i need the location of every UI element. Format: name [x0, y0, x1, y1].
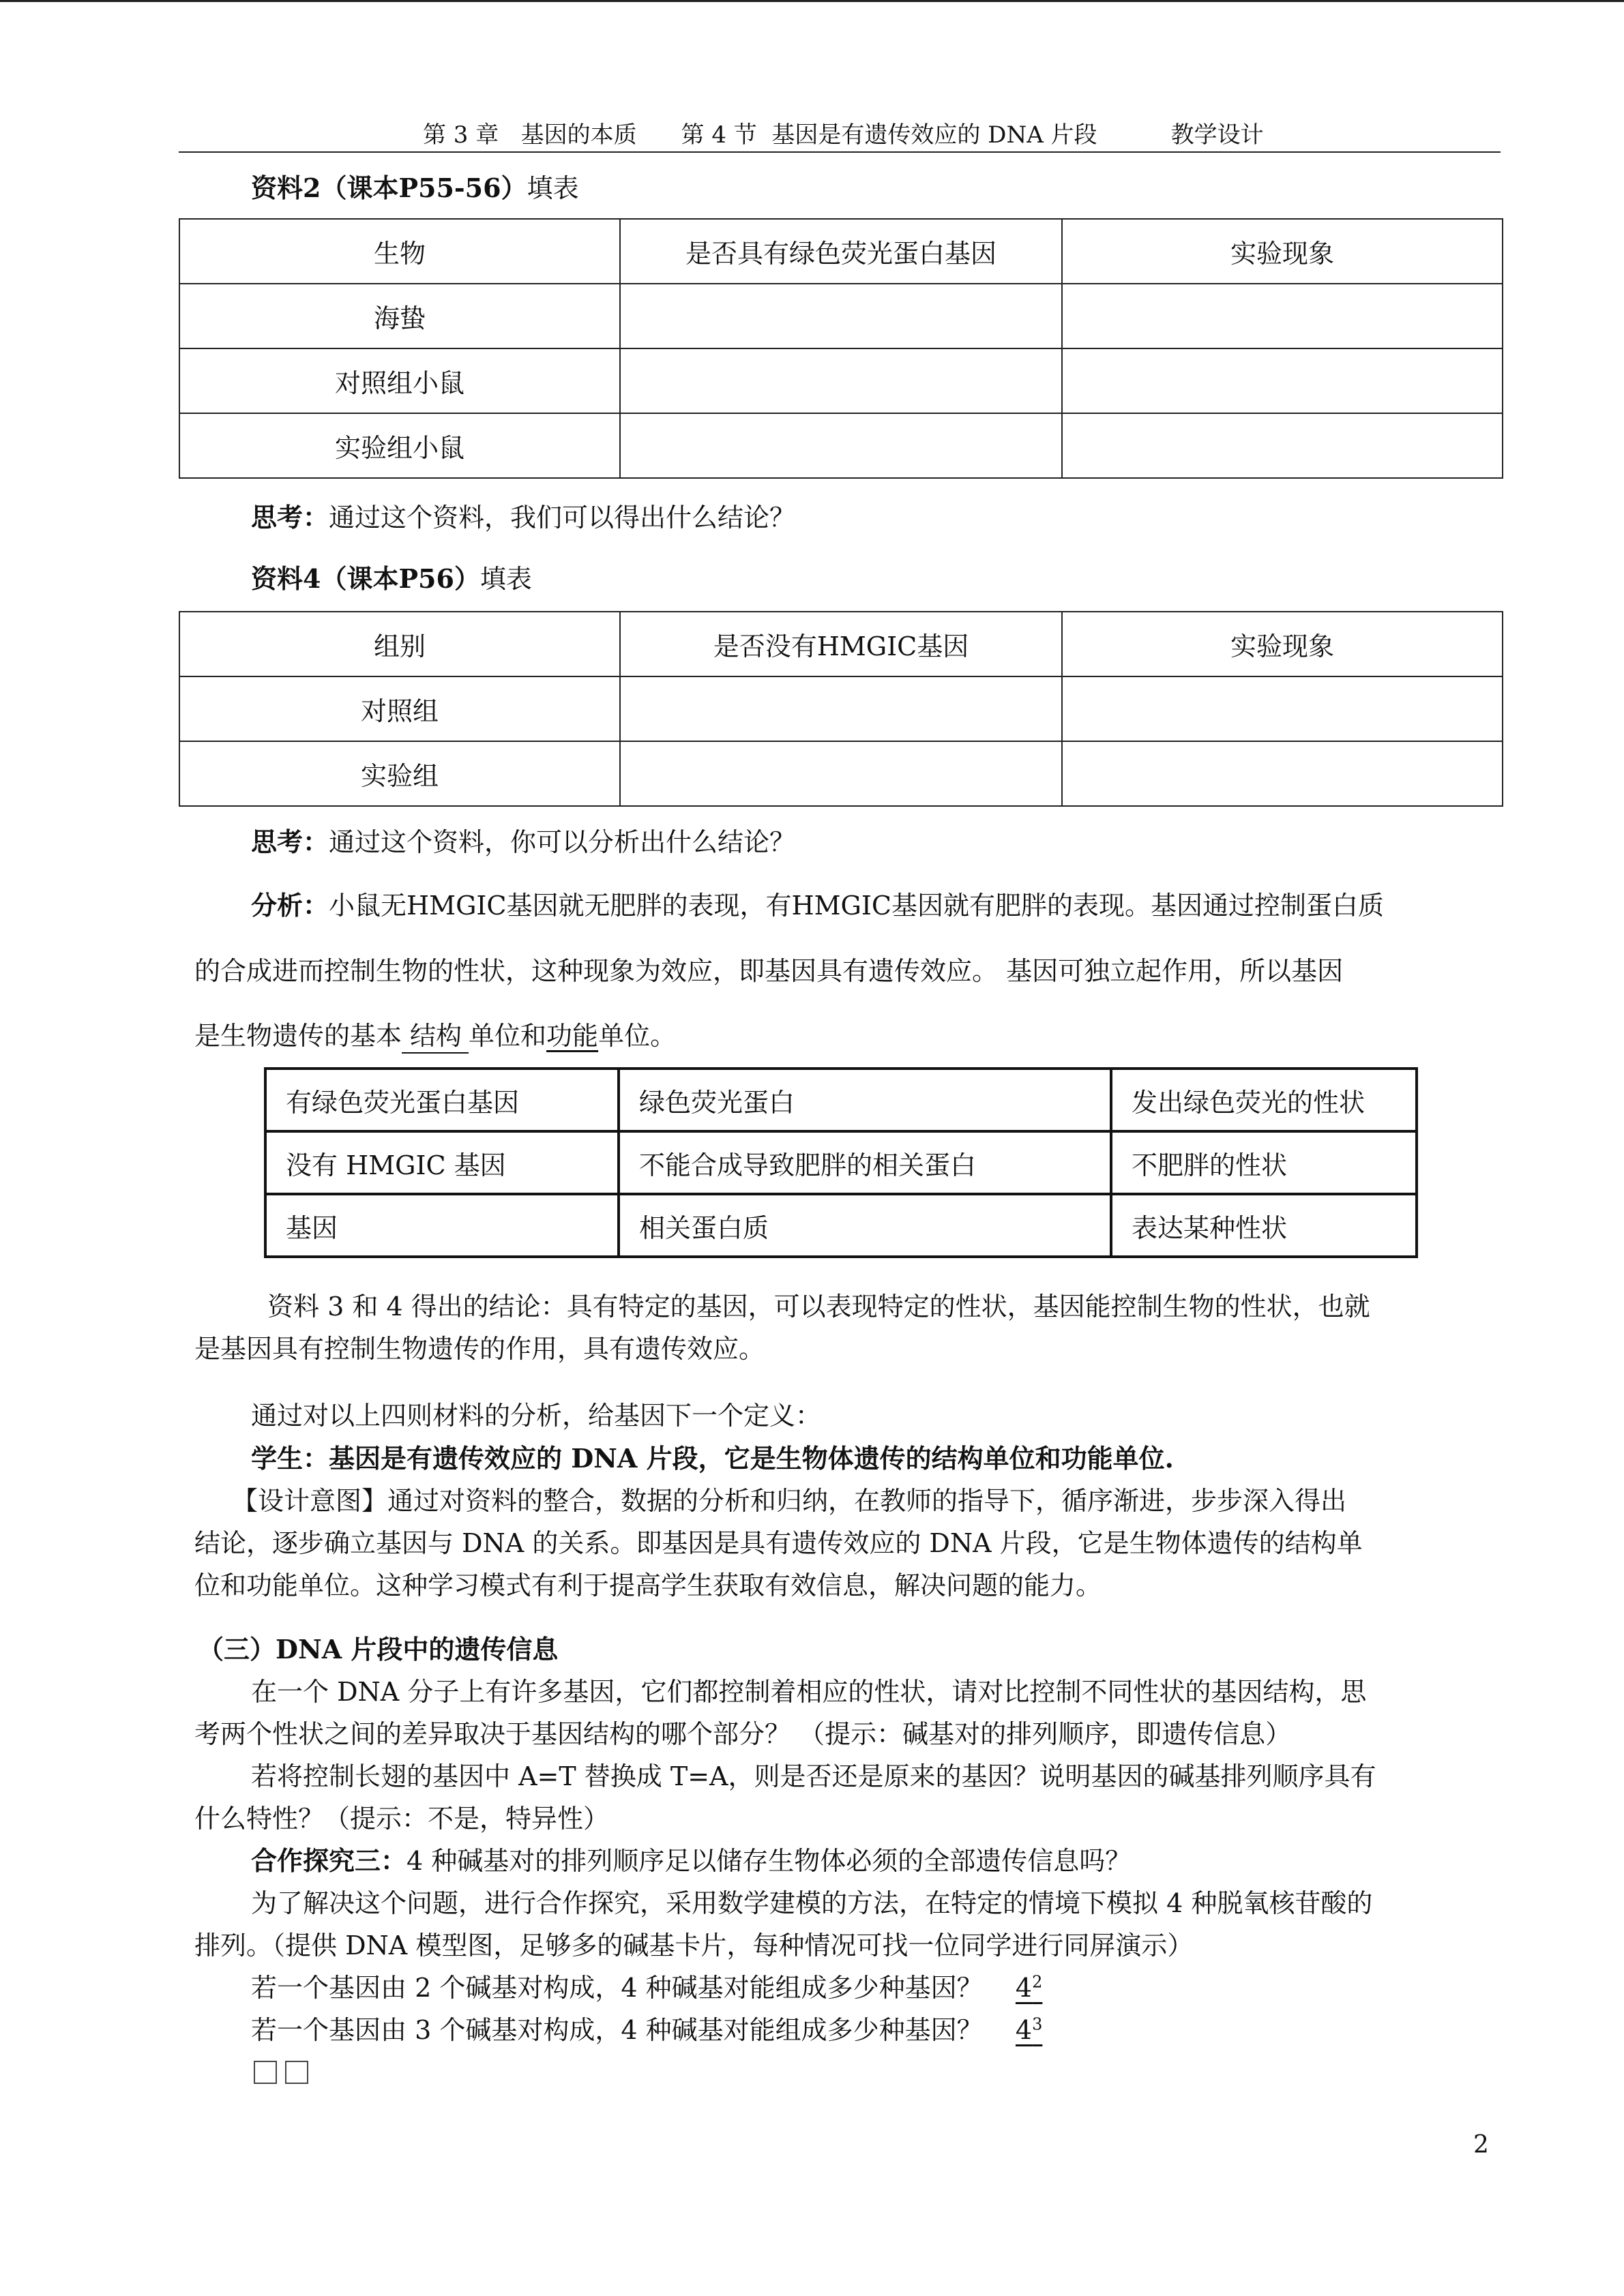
think-text: 通过这个资料，你可以分析出什么结论？: [329, 827, 796, 857]
table-row: [179, 676, 1503, 741]
table-header-cell: 组别: [179, 612, 620, 676]
blank-function: 功能: [546, 1021, 599, 1051]
table-cell-blank[interactable]: [1062, 348, 1503, 413]
design-intent-line-1: 【设计意图】通过对资料的整合，数据的分析和归纳，在教师的指导下，循序渐进，步步深入得出: [232, 1486, 1347, 1516]
question-2-base-pairs: [251, 1967, 1506, 2009]
section3-p1-line-1: 在一个 DNA 分子上有许多基因，它们都控制着相应的性状，请对比控制不同性状的基因结构，思: [251, 1677, 1367, 1707]
answer-4-squared: [1016, 1973, 1042, 2003]
question-text: 若一个基因由 3 个碱基对构成，4 种碱基对能组成多少种基因？: [251, 2015, 983, 2045]
blank-answer: 结构: [410, 1021, 462, 1051]
analysis-text: 小鼠无HMGIC基因就无肥胖的表现，有HMGIC基因就有肥胖的表现。基因通过控制蛋白质: [329, 891, 1384, 921]
answer-4-cubed: [1016, 2015, 1042, 2045]
analysis-text: 单位和: [469, 1021, 547, 1051]
table-header-cell: 实验现象: [1062, 612, 1503, 676]
analysis-line-2: 的合成进而控制生物的性状，这种现象为效应，即基因具有遗传效应。 基因可独立起作用，所以基因: [194, 956, 1344, 986]
table-cell-blank[interactable]: [620, 413, 1062, 478]
coop-explore-3: [251, 1840, 1506, 1882]
missing-glyph-box-icon: [285, 2061, 308, 2084]
table-header-cell: 实验现象: [1062, 219, 1503, 284]
table-header-row: [179, 612, 1503, 676]
table-cell: 绿色荧光蛋白: [619, 1069, 1111, 1131]
table-cell-blank[interactable]: [620, 348, 1062, 413]
section3-p3-line-2: 排列。（提供 DNA 模型图，足够多的碱基卡片，每种情况可找一位同学进行同屏演示）: [194, 1930, 1194, 1960]
analysis-line-3: [194, 1015, 1504, 1057]
table-row: [179, 284, 1503, 348]
table-cell-blank[interactable]: [1062, 413, 1503, 478]
table-cell: 不能合成导致肥胖的相关蛋白: [619, 1131, 1111, 1194]
table-cell-blank[interactable]: [620, 284, 1062, 348]
material4-title-bold: 资料4（课本P56）: [251, 563, 480, 594]
missing-glyphs: [254, 2061, 316, 2084]
table-cell: 有绿色荧光蛋白基因: [265, 1069, 619, 1131]
table-cell-blank[interactable]: [1062, 741, 1503, 806]
table-cell-blank[interactable]: [1062, 284, 1503, 348]
material4-think: [251, 821, 795, 863]
table-cell: 表达某种性状: [1111, 1194, 1417, 1257]
question-text: 若一个基因由 2 个碱基对构成，4 种碱基对能组成多少种基因？: [251, 1973, 983, 2003]
material2-title-bold: 资料2（课本P55-56）: [251, 173, 527, 203]
material2-title-rest: 填表: [527, 173, 579, 203]
header-rule: [179, 151, 1501, 153]
think-text: 通过这个资料，我们可以得出什么结论？: [329, 503, 796, 533]
page-top-border: [0, 0, 1624, 2]
table-row: [265, 1131, 1417, 1194]
design-intent-line-3: 位和功能单位。这种学习模式有利于提高学生获取有效信息，解决问题的能力。: [194, 1570, 1102, 1600]
material2-table: [179, 218, 1503, 479]
table-row: [179, 348, 1503, 413]
table-row: [265, 1069, 1417, 1131]
table-cell: 实验组小鼠: [179, 413, 620, 478]
coop-text: 4 种碱基对的排列顺序足以储存生物体必须的全部遗传信息吗？: [407, 1846, 1132, 1876]
table-header-row: [179, 219, 1503, 284]
section3-p2-line-1: 若将控制长翅的基因中 A=T 替换成 T=A，则是否还是原来的基因？说明基因的碱基排列顺序具有: [251, 1761, 1376, 1791]
table-cell-blank[interactable]: [620, 676, 1062, 741]
table-cell: 海蛰: [179, 284, 620, 348]
blank-structure: [402, 1019, 469, 1054]
answer-exponent: 3: [1032, 2014, 1043, 2034]
table-header-cell: 是否具有绿色荧光蛋白基因: [620, 219, 1062, 284]
material4-title: [251, 558, 532, 600]
section3-heading: （三）DNA 片段中的遗传信息: [198, 1634, 559, 1665]
section3-p2-line-2: 什么特性？（提示：不是，特异性）: [194, 1804, 610, 1834]
table-cell: 对照组: [179, 676, 620, 741]
gene-relation-table: [264, 1067, 1418, 1258]
answer-exponent: 2: [1032, 1972, 1043, 1992]
table-cell: 发出绿色荧光的性状: [1111, 1069, 1417, 1131]
table-cell: 没有 HMGIC 基因: [265, 1131, 619, 1194]
coop-label: 合作探究三：: [251, 1845, 407, 1876]
material4-table: [179, 611, 1503, 807]
table-cell: 相关蛋白质: [619, 1194, 1111, 1257]
answer-base: 4: [1015, 1973, 1033, 2003]
analysis-label: 分析：: [251, 890, 329, 921]
page-number: 2: [1473, 2131, 1489, 2159]
think-label: 思考：: [251, 502, 329, 533]
definition-intro: 通过对以上四则材料的分析，给基因下一个定义：: [251, 1401, 822, 1431]
answer-base: 4: [1015, 2015, 1033, 2045]
conclusion-line-2: 是基因具有控制生物遗传的作用，具有遗传效应。: [194, 1334, 765, 1364]
question-3-base-pairs: [251, 2009, 1506, 2051]
table-header-cell: 是否没有HMGIC基因: [620, 612, 1062, 676]
section3-p1-line-2: 考两个性状之间的差异取决于基因结构的哪个部分？ （提示：碱基对的排列顺序，即遗传信息）: [194, 1719, 1292, 1749]
material4-title-rest: 填表: [479, 564, 532, 594]
table-cell: 基因: [265, 1194, 619, 1257]
table-row: [179, 413, 1503, 478]
think-label: 思考：: [251, 826, 329, 857]
analysis-line-1: [251, 884, 1506, 927]
material2-title: [251, 167, 579, 209]
table-cell: 实验组: [179, 741, 620, 806]
table-row: [265, 1194, 1417, 1257]
analysis-text: 单位。: [598, 1021, 677, 1051]
analysis-text: 是生物遗传的基本: [194, 1021, 402, 1051]
table-cell-blank[interactable]: [1062, 676, 1503, 741]
conclusion-line-1: 资料 3 和 4 得出的结论：具有特定的基因，可以表现特定的性状，基因能控制生物的性状，也就: [267, 1292, 1370, 1322]
table-cell-blank[interactable]: [620, 741, 1062, 806]
table-header-cell: 生物: [179, 219, 620, 284]
section3-p3-line-1: 为了解决这个问题，进行合作探究，采用数学建模的方法，在特定的情境下模拟 4 种脱氧核苷酸的: [251, 1888, 1373, 1918]
missing-glyph-box-icon: [254, 2061, 277, 2084]
table-row: [179, 741, 1503, 806]
table-cell: 不肥胖的性状: [1111, 1131, 1417, 1194]
definition-student: 学生：基因是有遗传效应的 DNA 片段，它是生物体遗传的结构单位和功能单位.: [251, 1443, 1174, 1474]
running-header: 第 3 章 基因的本质 第 4 节 基因是有遗传效应的 DNA 片段 教学设计: [423, 121, 1264, 149]
material2-think: [251, 496, 795, 539]
design-intent-line-2: 结论，逐步确立基因与 DNA 的关系。即基因是具有遗传效应的 DNA 片段，它是生物体遗传的结构单: [194, 1528, 1363, 1558]
table-cell: 对照组小鼠: [179, 348, 620, 413]
